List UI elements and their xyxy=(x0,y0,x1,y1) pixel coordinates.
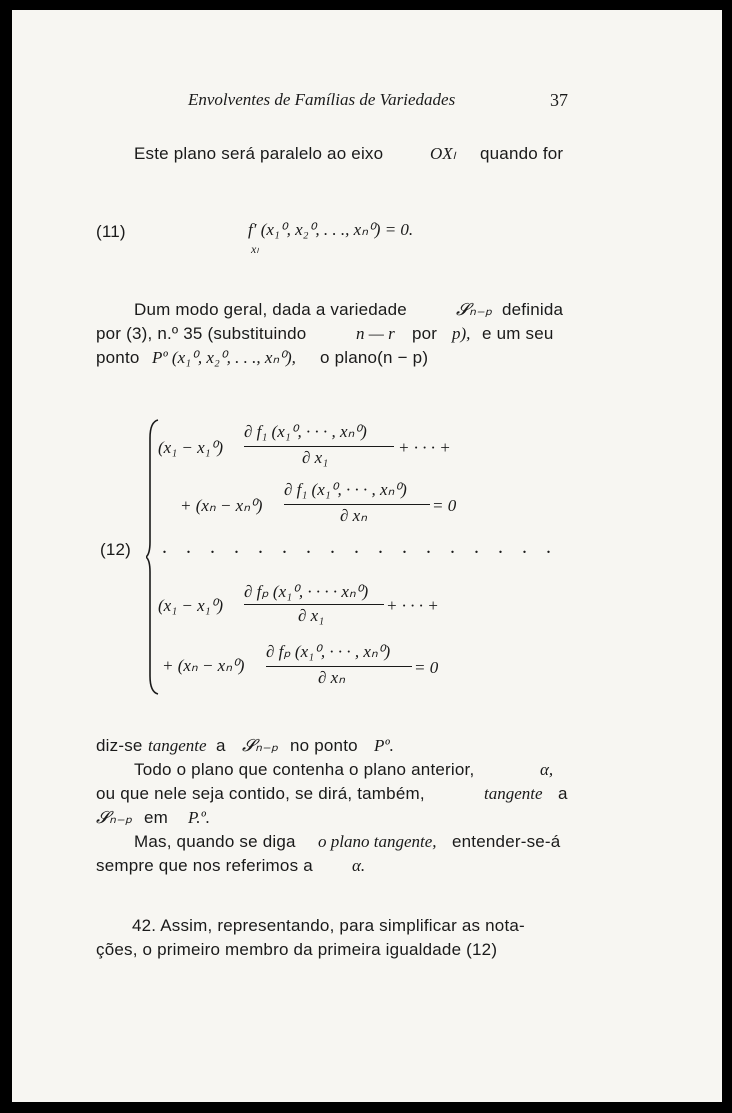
para1-line2-a: por (3), n.º 35 (substituindo xyxy=(96,324,307,343)
para2-line6-a: sempre que nos referimos a xyxy=(96,856,313,875)
para2-line3-a: ou que nele seja contido, se dirá, também, xyxy=(96,784,425,803)
row2-fraction-bar xyxy=(284,504,430,505)
row1-denominator: ∂ x₁ xyxy=(302,448,329,467)
point-symbol: Pº (x₁⁰, x₂⁰, . . ., xₙ⁰), xyxy=(152,348,296,367)
para1-line3-a: ponto xyxy=(96,348,140,367)
para2-line1-b: a xyxy=(216,736,226,755)
intro-text-before: Este plano será paralelo ao eixo xyxy=(134,144,384,163)
axis-symbol: OXₗ xyxy=(430,144,456,163)
row2-denominator: ∂ xₙ xyxy=(340,506,367,525)
row1-numerator: ∂ f₁ (x₁⁰, · · · , xₙ⁰) xyxy=(244,422,367,441)
system-ellipsis-row: . . . . . . . . . . . . . . . . . xyxy=(162,536,558,558)
para1-line1-a: Dum modo geral, dada a variedade xyxy=(134,300,407,319)
row3-right: + · · · + xyxy=(386,596,439,615)
book-page xyxy=(12,10,722,1102)
row1-left: (x₁ − x₁⁰) xyxy=(158,438,224,457)
system-12-label: (12) xyxy=(100,540,132,559)
row3-numerator: ∂ fₚ (x₁⁰, · · · · xₙ⁰) xyxy=(244,582,369,601)
para2-line5-b: entender-se-á xyxy=(452,832,561,851)
para2-point: Pº. xyxy=(374,736,394,755)
row2-numerator: ∂ f₁ (x₁⁰, · · · , xₙ⁰) xyxy=(284,480,407,499)
row3-left: (x₁ − x₁⁰) xyxy=(158,596,224,615)
para2-plano-tangente-em: o plano tangente, xyxy=(318,832,437,851)
row1-fraction-bar xyxy=(244,446,394,447)
row4-fraction-bar xyxy=(266,666,412,667)
para2-line1-c: no ponto xyxy=(290,736,358,755)
para2-line3-b: a xyxy=(558,784,568,803)
equation-11-label: (11) xyxy=(96,222,126,241)
para1-line2-mid: por xyxy=(412,324,438,343)
para2-line1-a: diz-se xyxy=(96,736,143,755)
row1-right: + · · · + xyxy=(398,438,451,457)
para1-line2-sym1: n — r xyxy=(356,324,395,343)
para2-line2: Todo o plano que contenha o plano anterior, xyxy=(134,760,475,779)
row4-numerator: ∂ fₚ (x₁⁰, · · · , xₙ⁰) xyxy=(266,642,391,661)
para2-line5-a: Mas, quando se diga xyxy=(134,832,296,851)
para1-line3-b: o plano(n − p) xyxy=(320,348,429,367)
row3-denominator: ∂ x₁ xyxy=(298,606,325,625)
para3-line2: ções, o primeiro membro da primeira igualdade (12) xyxy=(96,940,498,959)
para2-line4-a: em xyxy=(144,808,169,827)
system-brace xyxy=(146,418,160,696)
equation-11-expression: f′ (x₁⁰, x₂⁰, . . ., xₙ⁰) = 0. xyxy=(248,220,414,239)
para1-line2-b: e um seu xyxy=(482,324,554,343)
variety-symbol: 𝓢ₙ₋ₚ xyxy=(456,300,493,319)
para2-variety-symbol-2: 𝓢ₙ₋ₚ xyxy=(96,808,133,827)
para2-tangente-em: tangente xyxy=(148,736,207,755)
running-title: Envolventes de Famílias de Variedades xyxy=(188,90,456,109)
para1-line1-b: definida xyxy=(502,300,564,319)
para2-alpha-1: α, xyxy=(540,760,554,779)
page-number: 37 xyxy=(550,90,568,110)
equation-11-subscript: xₗ xyxy=(251,242,259,256)
row4-denominator: ∂ xₙ xyxy=(318,668,345,687)
row4-right: = 0 xyxy=(414,658,439,677)
para2-alpha-2: α. xyxy=(352,856,366,875)
para3-line1: 42. Assim, representando, para simplificar as nota- xyxy=(132,916,525,935)
para2-variety-symbol: 𝓢ₙ₋ₚ xyxy=(242,736,279,755)
row2-right: = 0 xyxy=(432,496,457,515)
row2-left: + (xₙ − xₙ⁰) xyxy=(180,496,263,515)
para2-point-2: P.º. xyxy=(188,808,210,827)
row4-left: + (xₙ − xₙ⁰) xyxy=(162,656,245,675)
intro-text-after: quando for xyxy=(480,144,564,163)
row3-fraction-bar xyxy=(244,604,384,605)
para2-tangente-em-2: tangente xyxy=(484,784,543,803)
para1-line2-sym2: p), xyxy=(452,324,471,343)
